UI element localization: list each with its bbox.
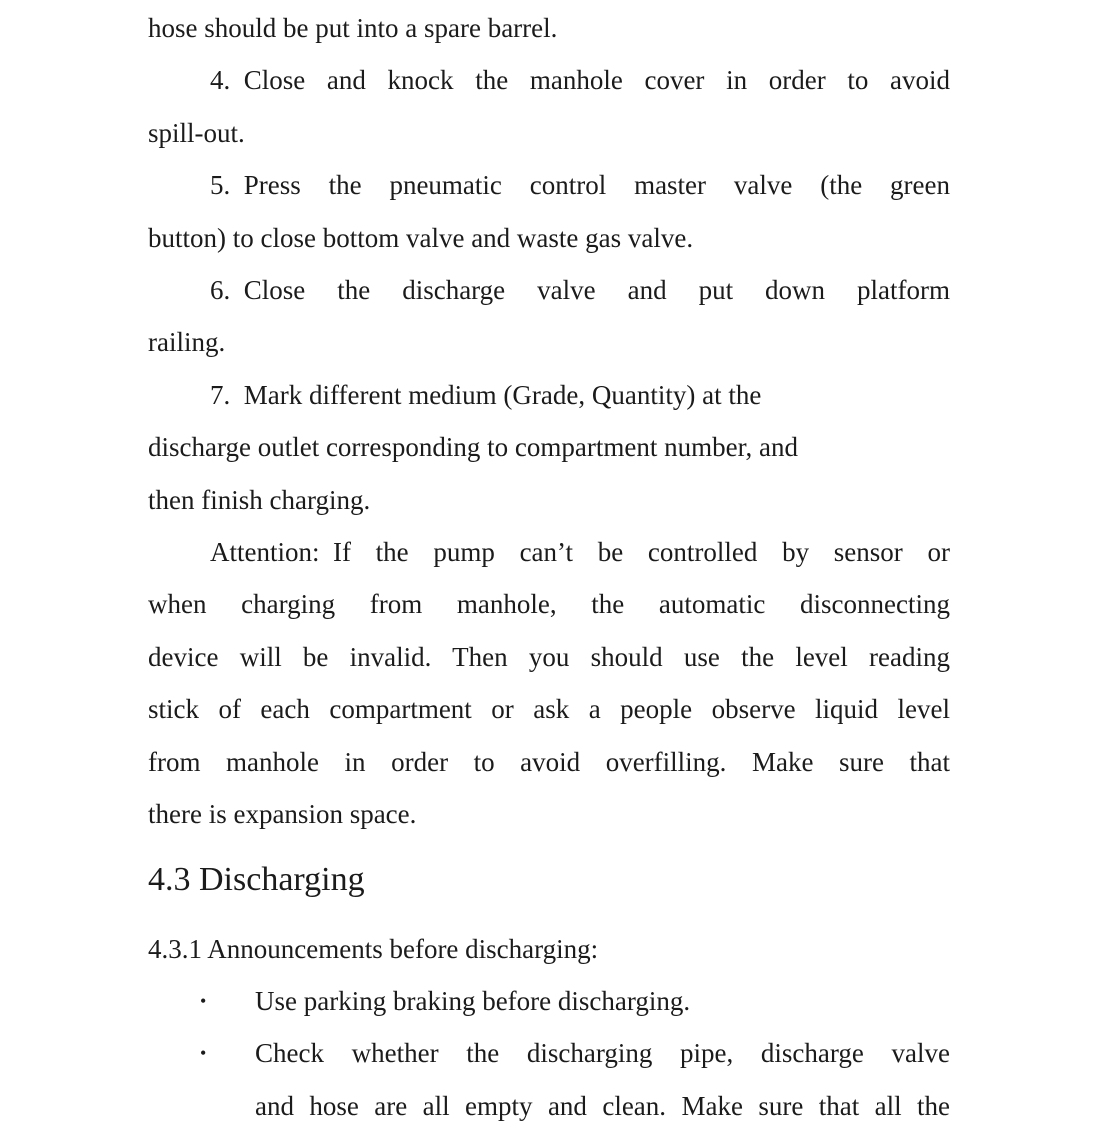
paragraph-step-7: [148, 369, 950, 526]
text-line: 6. Close the discharge valve and put down platform: [210, 275, 950, 306]
text-line: from manhole in order to avoid overfilling. Make sure that: [148, 746, 950, 777]
bullet-icon: •: [200, 1043, 207, 1064]
paragraph-attention-note: [148, 526, 950, 840]
text-line: Attention: If the pump can’t be controlled by sensor or: [210, 537, 950, 568]
text-line: discharge outlet corresponding to compartment number, and: [148, 432, 798, 463]
text-line: and hose are all empty and clean. Make sure that all the: [255, 1090, 950, 1121]
text-line: Use parking braking before discharging.: [255, 985, 691, 1016]
bullet-text: [255, 975, 950, 1027]
text-line: button) to close bottom valve and waste gas valve.: [148, 222, 694, 253]
text-line: then finish charging.: [148, 484, 371, 515]
text-line: device will be invalid. Then you should use the level reading: [148, 641, 950, 672]
text-line: spill-out.: [148, 117, 245, 148]
text-line: hose should be put into a spare barrel.: [148, 13, 558, 43]
bullet-icon: •: [200, 990, 207, 1011]
paragraph-step-6: [148, 264, 950, 369]
bullet-text: [255, 1027, 950, 1132]
text-line: railing.: [148, 327, 226, 358]
text-line: 5. Press the pneumatic control master valve (the green: [210, 170, 950, 201]
bullet-parking-brake: [148, 975, 950, 1027]
paragraph-hose-continuation: [148, 2, 950, 54]
section-heading-4-3: 4.3 Discharging: [148, 860, 365, 898]
text-line: Check whether the discharging pipe, discharge valve: [255, 1038, 950, 1069]
subsection-heading-4-3-1: 4.3.1 Announcements before discharging:: [148, 933, 599, 964]
text-line: 7. Mark different medium (Grade, Quantity) at the: [210, 379, 762, 410]
bullet-check-pipes: [148, 1027, 950, 1132]
paragraph-step-4: [148, 54, 950, 159]
paragraph-step-5: [148, 159, 950, 264]
text-line: stick of each compartment or ask a people observe liquid level: [148, 694, 950, 725]
text-line: there is expansion space.: [148, 799, 417, 830]
text-line: when charging from manhole, the automatic disconnecting: [148, 589, 950, 620]
text-line: 4. Close and knock the manhole cover in order to avoid: [210, 65, 950, 96]
